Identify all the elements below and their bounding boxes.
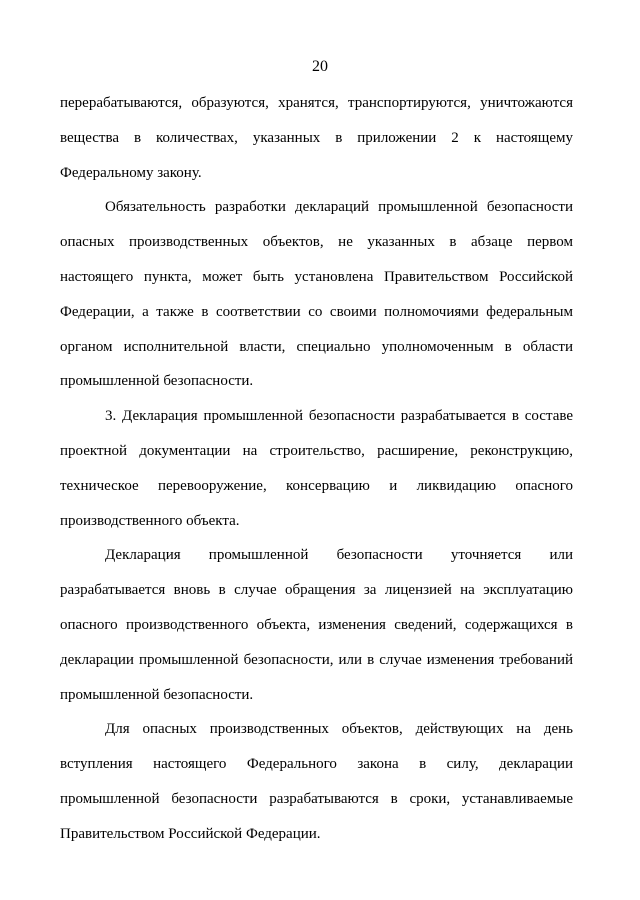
text-line: Федерации, а также в соответствии со своими полномочиями федеральным	[60, 303, 573, 320]
text-line: промышленной безопасности.	[60, 686, 254, 703]
text-line: Декларация промышленной безопасности уточняется или	[105, 547, 573, 564]
text-line: опасного производственного объекта, изменения сведений, содержащихся в	[60, 616, 573, 633]
text-line: Для опасных производственных объектов, действующих на день	[105, 721, 573, 738]
text-line: опасных производственных объектов, не указанных в абзаце первом	[60, 234, 573, 251]
text-line: техническое перевооружение, консервацию и ликвидацию опасного	[60, 477, 573, 494]
text-line: декларации промышленной безопасности, или в случае изменения требований	[60, 651, 573, 668]
text-line: проектной документации на строительство, расширение, реконструкцию,	[60, 442, 573, 459]
text-line: перерабатываются, образуются, хранятся, транспортируются, уничтожаются	[60, 95, 573, 111]
text-line: промышленной безопасности.	[60, 373, 254, 390]
paragraph-continuation	[60, 86, 573, 190]
text-line: разрабатывается вновь в случае обращения за лицензией на эксплуатацию	[60, 582, 573, 599]
text-line: вступления настоящего Федерального закона в силу, декларации	[60, 756, 573, 773]
paragraph-declaration-update	[60, 538, 573, 712]
text-line: промышленной безопасности разрабатываются в сроки, устанавливаемые	[60, 790, 573, 807]
text-line: Правительством Российской Федерации.	[60, 825, 321, 842]
text-line: Обязательность разработки деклараций промышленной безопасности	[105, 199, 573, 216]
text-line: производственного объекта.	[60, 512, 240, 529]
page-number: 20	[312, 58, 328, 75]
paragraph-existing-objects	[60, 712, 573, 851]
paragraph-item-3	[60, 399, 573, 538]
text-line: Федеральному закону.	[60, 164, 202, 181]
text-line: настоящего пункта, может быть установлена Правительством Российской	[60, 268, 573, 285]
text-line: вещества в количествах, указанных в приложении 2 к настоящему	[60, 129, 573, 146]
text-line: 3. Декларация промышленной безопасности разрабатывается в составе	[105, 408, 573, 425]
document-body	[60, 86, 573, 852]
text-line: органом исполнительной власти, специально уполномоченным в области	[60, 338, 573, 355]
paragraph-obligation	[60, 190, 573, 399]
